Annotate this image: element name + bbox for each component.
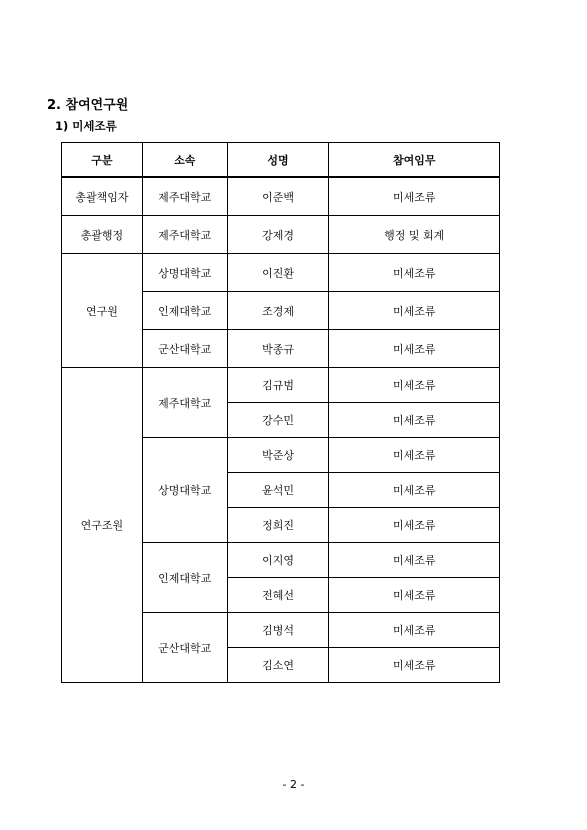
cell-role: 미세조류 xyxy=(329,613,500,648)
cell-affiliation: 제주대학교 xyxy=(142,368,227,438)
participants-table xyxy=(61,142,500,683)
table-row xyxy=(62,216,500,254)
table-row xyxy=(62,254,500,292)
cell-category: 연구조원 xyxy=(62,368,143,683)
cell-affiliation: 인제대학교 xyxy=(142,543,227,613)
cell-name: 이지영 xyxy=(227,543,329,578)
header-name: 성명 xyxy=(227,143,329,178)
cell-role: 미세조류 xyxy=(329,543,500,578)
cell-category: 총괄행정 xyxy=(62,216,143,254)
cell-name: 강수민 xyxy=(227,403,329,438)
cell-name: 이진환 xyxy=(227,254,329,292)
cell-role: 행정 및 회계 xyxy=(329,216,500,254)
cell-name: 김소연 xyxy=(227,648,329,683)
table-header-row xyxy=(62,143,500,178)
cell-role: 미세조류 xyxy=(329,473,500,508)
cell-name: 박종규 xyxy=(227,330,329,368)
cell-affiliation: 군산대학교 xyxy=(142,330,227,368)
section-title: 2. 참여연구원 xyxy=(47,98,129,113)
cell-role: 미세조류 xyxy=(329,254,500,292)
cell-affiliation: 제주대학교 xyxy=(142,216,227,254)
table-row xyxy=(62,368,500,403)
cell-category: 연구원 xyxy=(62,254,143,368)
header-role: 참여임무 xyxy=(329,143,500,178)
cell-affiliation: 상명대학교 xyxy=(142,254,227,292)
cell-role: 미세조류 xyxy=(329,578,500,613)
cell-name: 박준상 xyxy=(227,438,329,473)
page-number: - 2 - xyxy=(282,778,305,791)
cell-affiliation: 상명대학교 xyxy=(142,438,227,543)
header-category: 구분 xyxy=(62,143,143,178)
cell-role: 미세조류 xyxy=(329,292,500,330)
cell-role: 미세조류 xyxy=(329,508,500,543)
cell-affiliation: 제주대학교 xyxy=(142,177,227,216)
cell-name: 윤석민 xyxy=(227,473,329,508)
cell-affiliation: 군산대학교 xyxy=(142,613,227,683)
table-row xyxy=(62,177,500,216)
cell-name: 전혜선 xyxy=(227,578,329,613)
cell-name: 김병석 xyxy=(227,613,329,648)
header-affiliation: 소속 xyxy=(142,143,227,178)
cell-name: 이준백 xyxy=(227,177,329,216)
cell-role: 미세조류 xyxy=(329,368,500,403)
cell-role: 미세조류 xyxy=(329,403,500,438)
cell-affiliation: 인제대학교 xyxy=(142,292,227,330)
cell-category: 총괄책임자 xyxy=(62,177,143,216)
sub-title: 1) 미세조류 xyxy=(55,119,117,133)
cell-role: 미세조류 xyxy=(329,177,500,216)
cell-name: 조경제 xyxy=(227,292,329,330)
cell-role: 미세조류 xyxy=(329,330,500,368)
cell-name: 정희진 xyxy=(227,508,329,543)
cell-name: 강제경 xyxy=(227,216,329,254)
cell-role: 미세조류 xyxy=(329,438,500,473)
cell-role: 미세조류 xyxy=(329,648,500,683)
cell-name: 김규범 xyxy=(227,368,329,403)
